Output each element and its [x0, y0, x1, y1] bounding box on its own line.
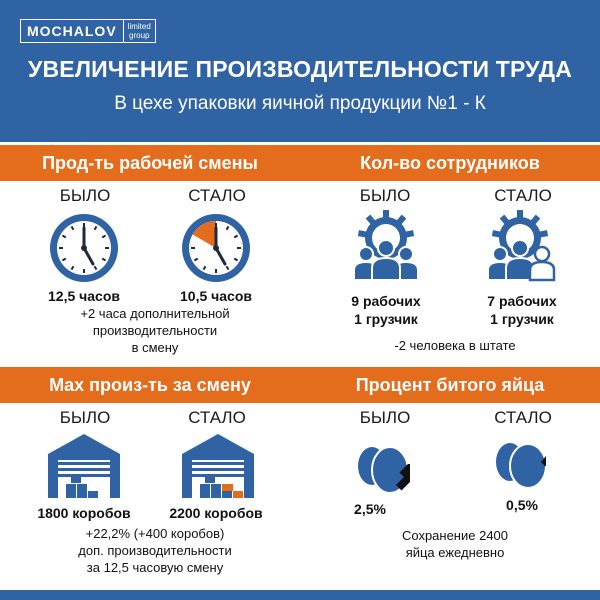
staff-note: -2 человека в штате — [394, 338, 516, 353]
shift-after-label: СТАЛО — [188, 186, 246, 205]
eggs-note-line-2: яйца ежедневно — [405, 545, 505, 560]
shift-before-label: БЫЛО — [59, 186, 111, 205]
section-band-top — [0, 145, 600, 181]
eggs-before-value: 2,5% — [354, 501, 386, 517]
logo-sub-line-2: group — [129, 31, 150, 40]
eggs-section-title: Процент битого яйца — [355, 375, 545, 395]
team-gear-icon — [350, 208, 422, 282]
staff-before-label: БЫЛО — [359, 186, 411, 205]
staff-before-value — [316, 292, 456, 328]
eggs-note-line-1: Сохранение 2400 — [401, 528, 509, 543]
shift-note-line-1: +2 часа дополнительной — [80, 306, 230, 321]
shift-before-value: 12,5 часов — [48, 288, 120, 304]
logo-sub-text — [123, 20, 155, 42]
broken-egg-icon-reduced — [490, 430, 552, 490]
warehouse-icon — [46, 432, 122, 498]
eggs-before-label: БЫЛО — [359, 408, 411, 427]
shift-note — [30, 305, 280, 356]
output-note-line-2: доп. производительности — [78, 543, 232, 558]
footer-bar — [0, 590, 600, 600]
eggs-note — [340, 527, 570, 561]
team-gear-icon-reduced — [484, 208, 560, 282]
staff-after-value — [452, 292, 592, 328]
clock-icon — [48, 212, 120, 284]
eggs-after-value: 0,5% — [506, 497, 538, 513]
page-subtitle: В цехе упаковки яичной продукции №1 - К — [114, 93, 486, 114]
shift-after-value: 10,5 часов — [180, 288, 252, 304]
output-note-line-1: +22,2% (+400 коробов) — [85, 526, 225, 541]
page-title: УВЕЛИЧЕНИЕ ПРОИЗВОДИТЕЛЬНОСТИ ТРУДА — [27, 56, 573, 82]
broken-egg-icon — [352, 430, 414, 496]
output-note-line-3: за 12,5 часовую смену — [86, 560, 224, 575]
logo-main-text: MOCHALOV — [27, 23, 117, 39]
staff-before-value-line-2: 1 грузчик — [354, 311, 418, 327]
staff-after-label: СТАЛО — [494, 186, 552, 205]
output-note — [20, 525, 290, 576]
staff-before-value-line-1: 9 рабочих — [351, 293, 421, 309]
output-before-label: БЫЛО — [59, 408, 111, 427]
output-after-value: 2200 коробов — [169, 505, 263, 521]
output-after-label: СТАЛО — [188, 408, 246, 427]
output-section-title: Max произ-ть за смену — [49, 375, 251, 395]
output-before-value: 1800 коробов — [37, 505, 131, 521]
clock-icon-reduced — [180, 212, 252, 284]
staff-section-title: Кол-во сотрудников — [360, 153, 540, 173]
section-band-bottom — [0, 367, 600, 403]
shift-note-line-3: в смену — [131, 340, 179, 355]
staff-after-value-line-1: 7 рабочих — [487, 293, 557, 309]
shift-note-line-2: производительности — [92, 323, 218, 338]
company-logo — [20, 19, 156, 43]
eggs-after-label: СТАЛО — [494, 408, 552, 427]
warehouse-icon-increased — [180, 432, 256, 498]
header-banner — [0, 0, 600, 142]
logo-sub-line-1: limited — [127, 22, 151, 31]
staff-after-value-line-2: 1 грузчик — [490, 311, 554, 327]
shift-section-title: Прод-ть рабочей смены — [42, 153, 258, 173]
